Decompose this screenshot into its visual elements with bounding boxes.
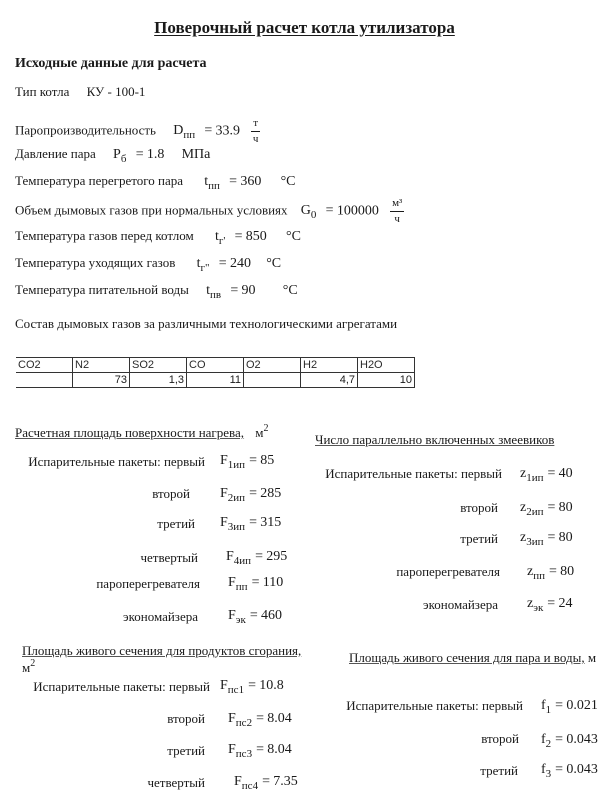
table-cell[interactable]: 73: [73, 373, 130, 388]
heating-surface-heading: Расчетная площадь поверхности нагрева, $м^2$: [15, 423, 269, 440]
param-symbol: $D_{пп}$: [173, 123, 196, 142]
unit-label: $м^2$: [255, 423, 269, 440]
unit-label: м: [587, 650, 597, 665]
table-header-cell[interactable]: CO: [187, 358, 244, 373]
table-header-cell[interactable]: H2O: [358, 358, 415, 373]
param-label: Паропроизводительность: [15, 122, 156, 138]
table-row: [16, 373, 415, 388]
heating-row-formula: $F_{3ип} = 315$: [220, 515, 282, 533]
coils-row-label: экономайзера: [423, 597, 498, 612]
boiler-type-value: КУ - 100-1: [86, 84, 146, 99]
param-symbol: $t_{пв}$: [206, 283, 222, 301]
steam-water-row-formula: $f_1 = 0.021$: [541, 698, 598, 716]
coils-row-label: пароперегревателя: [396, 564, 500, 579]
flue-gas-row-label: четвертый: [147, 775, 205, 790]
coils-row-formula: $z_{1ип} = 40$: [520, 466, 573, 484]
param-unit: °C: [282, 283, 298, 298]
coils-row-label: третий: [460, 531, 498, 546]
heating-row-label: Испарительные пакеты: первый: [28, 454, 205, 469]
page-title: Поверочный расчет котла утилизатора: [154, 18, 455, 37]
param-symbol: $t_{г"}$: [196, 256, 210, 274]
param-value: 240: [229, 256, 251, 271]
param-unit: °C: [280, 174, 296, 189]
param-symbol: $t_{г'}$: [214, 229, 226, 247]
param-value: 90: [241, 283, 256, 298]
coils-row-label: второй: [460, 500, 498, 515]
param-unit: °C: [285, 229, 301, 244]
heating-row-label: третий: [157, 516, 195, 531]
param-label: Температура газов перед котлом: [15, 228, 194, 243]
heating-row-label: второй: [152, 486, 190, 501]
param-symbol: $t_{пп}$: [204, 174, 220, 192]
source-data-heading: Исходные данные для расчета: [15, 56, 207, 71]
param-label: Температура питательной воды: [15, 282, 189, 297]
coils-row-formula: $z_{пп} = 80$: [527, 564, 575, 582]
param-symbol: $G_0$: [300, 203, 317, 222]
heating-row-formula: $F_{эк} = 460$: [228, 608, 283, 626]
param-label: Температура уходящих газов: [15, 255, 176, 270]
steam-water-row-label: третий: [480, 763, 518, 778]
heating-row-formula: $F_{пп} = 110$: [228, 575, 284, 593]
steam-water-section-heading: Площадь живого сечения для пара и воды, м: [349, 650, 597, 665]
coils-row-formula: $z_{3ип} = 80$: [520, 530, 573, 548]
table-header-cell[interactable]: N2: [73, 358, 130, 373]
coils-row-formula: $z_{эк} = 24$: [527, 596, 573, 614]
boiler-type-row: [15, 84, 145, 100]
table-header-cell[interactable]: O2: [244, 358, 301, 373]
flue-gas-row-label: Испарительные пакеты: первый: [33, 679, 210, 694]
param-symbol: $P_б$: [113, 147, 127, 165]
table-cell[interactable]: 1,3: [130, 373, 187, 388]
param-unit: МПа: [181, 147, 211, 162]
param-row-exhaust-gas-temp: Температура уходящих газов $t_{г"} = 240$ °C: [15, 255, 282, 274]
steam-water-row-label: Испарительные пакеты: первый: [346, 698, 523, 713]
table-cell[interactable]: 10: [358, 373, 415, 388]
param-unit: $\frac{\text{м³}}{ч}$: [392, 197, 403, 225]
boiler-type-label: Тип котла: [15, 84, 70, 99]
steam-water-row-label: второй: [481, 731, 519, 746]
table-cell[interactable]: 11: [187, 373, 244, 388]
gas-composition-table: [16, 357, 415, 388]
table-cell[interactable]: [16, 373, 73, 388]
param-label: Температура перегретого пара: [15, 173, 183, 188]
param-label: Давление пара: [15, 146, 96, 161]
heating-row-formula: $F_{1ип} = 85$: [220, 453, 275, 471]
param-value: 33.9: [215, 123, 241, 139]
param-unit: °C: [266, 256, 282, 271]
flue-gas-row-formula: $F_{пс4} = 7.35$: [234, 774, 298, 792]
param-row-feedwater-temp: Температура питательной воды $t_{пв} = 90$ °C: [15, 282, 298, 301]
table-cell[interactable]: 4,7: [301, 373, 358, 388]
flue-gas-row-formula: $F_{пс2} = 8.04$: [228, 711, 292, 729]
heating-row-label: четвертый: [140, 550, 198, 565]
table-header-cell[interactable]: H2: [301, 358, 358, 373]
flue-gas-row-formula: $F_{пс3} = 8.04$: [228, 742, 292, 760]
coils-row-label: Испарительные пакеты: первый: [325, 466, 502, 481]
flue-gas-row-label: второй: [167, 711, 205, 726]
heating-row-formula: $F_{4ип} = 295$: [226, 549, 288, 567]
table-header-cell[interactable]: CO2: [16, 358, 73, 373]
param-row-flue-gas-volume: Объем дымовых газов при нормальных условиях $G_0 = 100000$ $\frac{\text{м³}}{ч}$: [15, 197, 403, 225]
param-label: Объем дымовых газов при нормальных условиях: [15, 202, 288, 218]
flue-gas-section-heading: Площадь живого сечения для продуктов сгорания,: [22, 643, 302, 658]
param-value: 1.8: [146, 147, 165, 162]
steam-water-row-formula: $f_2 = 0.043$: [541, 732, 598, 750]
unit-label: $м^2$: [22, 658, 36, 675]
param-value: 100000: [336, 203, 379, 219]
param-row-superheated-temp: Температура перегретого пара $t_{пп} = 360$ °C: [15, 173, 296, 192]
param-value: 850: [245, 229, 267, 244]
table-header-row: [16, 358, 415, 373]
gas-composition-caption: Состав дымовых газов за различными технологическими агрегатами: [15, 316, 398, 331]
coils-row-formula: $z_{2ип} = 80$: [520, 500, 573, 518]
param-row-pressure: Давление пара $P_б = 1.8$ МПа: [15, 146, 211, 165]
param-row-steam-capacity: Паропроизводительность $D_{пп} = 33.9$ $\frac{т}{ч}$: [15, 117, 259, 145]
flue-gas-row-label: третий: [167, 743, 205, 758]
heating-row-formula: $F_{2ип} = 285$: [220, 486, 282, 504]
flue-gas-row-formula: $F_{пс1} = 10.8$: [220, 678, 284, 696]
table-header-cell[interactable]: SO2: [130, 358, 187, 373]
param-unit: $\frac{т}{ч}$: [252, 117, 259, 145]
steam-water-row-formula: $f_3 = 0.043$: [541, 762, 598, 780]
heating-row-label: экономайзера: [123, 609, 198, 624]
param-row-gas-inlet-temp: Температура газов перед котлом $t_{г'} = 850$ °C: [15, 228, 301, 247]
coils-heading: Число параллельно включенных змеевиков: [315, 432, 555, 447]
param-value: 360: [240, 174, 262, 189]
heating-row-label: пароперегревателя: [96, 576, 200, 591]
table-cell[interactable]: [244, 373, 301, 388]
